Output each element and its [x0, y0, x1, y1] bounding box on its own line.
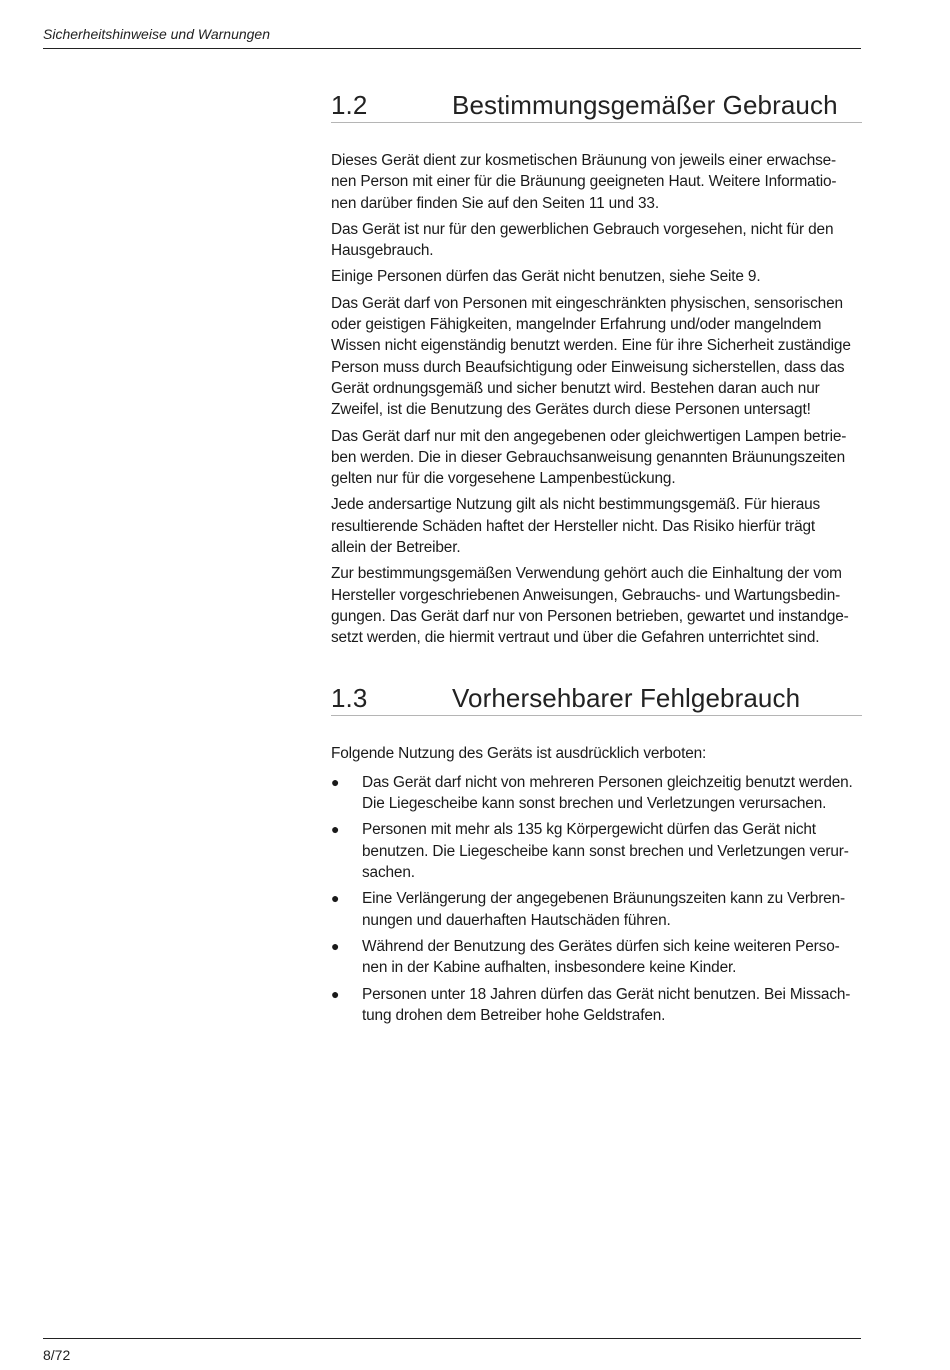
list-item-text: Während der Benutzung des Gerätes dürfen sich keine weiteren Perso- nen in der Kabine aufhalten, insbesondere keine Kinder. — [362, 937, 840, 977]
list-item-text: Eine Verlängerung der angegebenen Bräunungszeiten kann zu Verbren- nungen und dauerhaften Hautschäden führen. — [362, 890, 845, 929]
list-item — [331, 984, 862, 1027]
intro-paragraph: Folgende Nutzung des Geräts ist ausdrücklich verboten: — [331, 744, 707, 762]
section-number: 1.2 — [331, 90, 368, 120]
paragraph: Einige Personen dürfen das Gerät nicht benutzen, siehe Seite 9. — [331, 268, 761, 286]
paragraph: Das Gerät ist nur für den gewerblichen Gebrauch vorgesehen, nicht für den Hausgebrauch. — [331, 220, 834, 260]
paragraph: Das Gerät darf von Personen mit eingeschränkten physischen, sensorischen oder geistigen Fähigkeiten, mangelnder Erfahrung und/oder mangelndem Wissen nicht eigenständig benutzt werden. Eine für ihre Sicherheit zuständige Person muss durch Beaufsichtigung oder Einweisung sicherstellen, dass das Gerät ordnungsgemäß und sicher benutzt wird. Bestehen daran auch nur Zweifel, ist die Benutzung des Gerätes durch diese Personen untersagt! — [331, 294, 851, 419]
bullet-icon: ● — [331, 821, 340, 838]
section-title: Vorhersehbarer Fehlgebrauch — [452, 682, 801, 713]
paragraph: Dieses Gerät dient zur kosmetischen Bräunung von jeweils einer erwachse- nen Person mit einer für die Bräunung geeigneten Haut. Weitere Informatio- nen darüber finden Sie auf den Seiten 11 und 33. — [331, 152, 837, 212]
page-number: 8/72 — [43, 1347, 71, 1363]
bullet-icon: ● — [331, 773, 340, 790]
list-item-text: Personen mit mehr als 135 kg Körpergewicht dürfen das Gerät nicht benutzen. Die Liegescheibe kann sonst brechen und Verletzungen verur- sachen. — [362, 821, 849, 882]
section-number: 1.3 — [331, 682, 368, 713]
list-item — [331, 936, 862, 979]
section-1-2 — [331, 90, 862, 649]
footer-rule — [43, 1338, 861, 1339]
list-item — [331, 888, 862, 931]
paragraph: Zur bestimmungsgemäßen Verwendung gehört auch die Einhaltung der vom Hersteller vorgeschriebenen Anweisungen, Gebrauchs- und Wartungsbedin- gungen. Das Gerät darf nur von Personen betrieben, gewartet und instandge- setzt werden, die hiermit vertraut und über die Gefahren unterrichtet sind. — [331, 565, 849, 647]
running-header: Sicherheitshinweise und Warnungen — [43, 26, 270, 42]
list-item — [331, 819, 862, 883]
section-title: Bestimmungsgemäßer Gebrauch — [452, 90, 838, 120]
list-item-text: Personen unter 18 Jahren dürfen das Gerät nicht benutzen. Bei Missach- tung drohen dem Betreiber hohe Geldstrafen. — [362, 985, 851, 1024]
paragraph: Jede andersartige Nutzung gilt als nicht bestimmungsgemäß. Für hieraus resultierende Schäden haftet der Hersteller nicht. Das Risiko hierfür trägt allein der Betreiber. — [331, 496, 821, 557]
section-heading — [331, 683, 862, 716]
bullet-icon: ● — [331, 890, 340, 907]
paragraph: Das Gerät darf nur mit den angegebenen oder gleichwertigen Lampen betrie- ben werden. Die in dieser Gebrauchsanweisung genannten Bräunungszeiten gelten nur für die vorgesehene Lampenbestückung. — [331, 427, 847, 488]
list-item — [331, 772, 862, 815]
page-content — [331, 90, 862, 1031]
header-rule — [43, 48, 861, 49]
section-heading — [331, 90, 862, 123]
section-1-3 — [331, 683, 862, 1027]
bullet-icon: ● — [331, 937, 340, 954]
list-item-text: Das Gerät darf nicht von mehreren Personen gleichzeitig benutzt werden. Die Liegescheibe kann sonst brechen und Verletzungen verursachen. — [362, 773, 853, 813]
bullet-icon: ● — [331, 985, 340, 1002]
prohibited-use-list — [331, 772, 862, 1026]
